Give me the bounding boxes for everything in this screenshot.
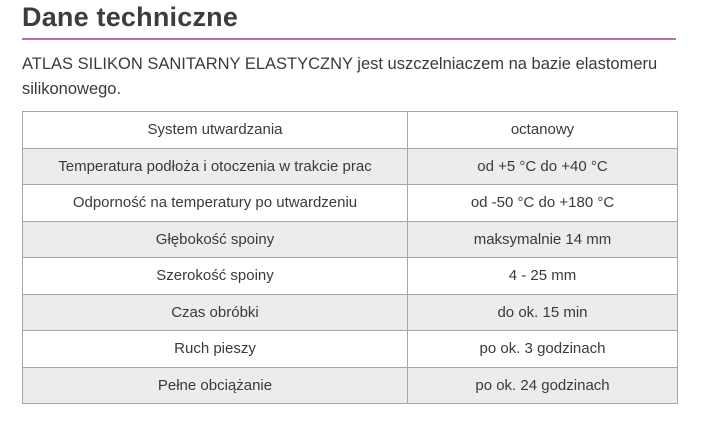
- table-row: [23, 221, 678, 258]
- product-description: ATLAS SILIKON SANITARNY ELASTYCZNY jest uszczelniaczem na bazie elastomeru silikonowego.: [22, 55, 658, 98]
- spec-value: po ok. 24 godzinach: [408, 367, 678, 404]
- table-row: [23, 367, 678, 404]
- spec-value: octanowy: [408, 112, 678, 149]
- table-row: [23, 148, 678, 185]
- spec-parameter: Ruch pieszy: [23, 331, 408, 368]
- spec-value: od +5 °C do +40 °C: [408, 148, 678, 185]
- spec-value: 4 - 25 mm: [408, 258, 678, 295]
- spec-value: po ok. 3 godzinach: [408, 331, 678, 368]
- table-row: [23, 294, 678, 331]
- spec-parameter: Czas obróbki: [23, 294, 408, 331]
- table-row: [23, 258, 678, 295]
- spec-value: od -50 °C do +180 °C: [408, 185, 678, 222]
- spec-parameter: System utwardzania: [23, 112, 408, 149]
- spec-parameter: Głębokość spoiny: [23, 221, 408, 258]
- spec-value: do ok. 15 min: [408, 294, 678, 331]
- table-row: [23, 185, 678, 222]
- spec-parameter: Odporność na temperatury po utwardzeniu: [23, 185, 408, 222]
- table-row: [23, 331, 678, 368]
- spec-parameter: Temperatura podłoża i otoczenia w trakcie prac: [23, 148, 408, 185]
- spec-parameter: Szerokość spoiny: [23, 258, 408, 295]
- technical-data-table: [22, 111, 678, 404]
- table-row: [23, 112, 678, 149]
- spec-parameter: Pełne obciążanie: [23, 367, 408, 404]
- title-divider: [22, 38, 676, 40]
- section-title: Dane techniczne: [22, 2, 239, 32]
- spec-value: maksymalnie 14 mm: [408, 221, 678, 258]
